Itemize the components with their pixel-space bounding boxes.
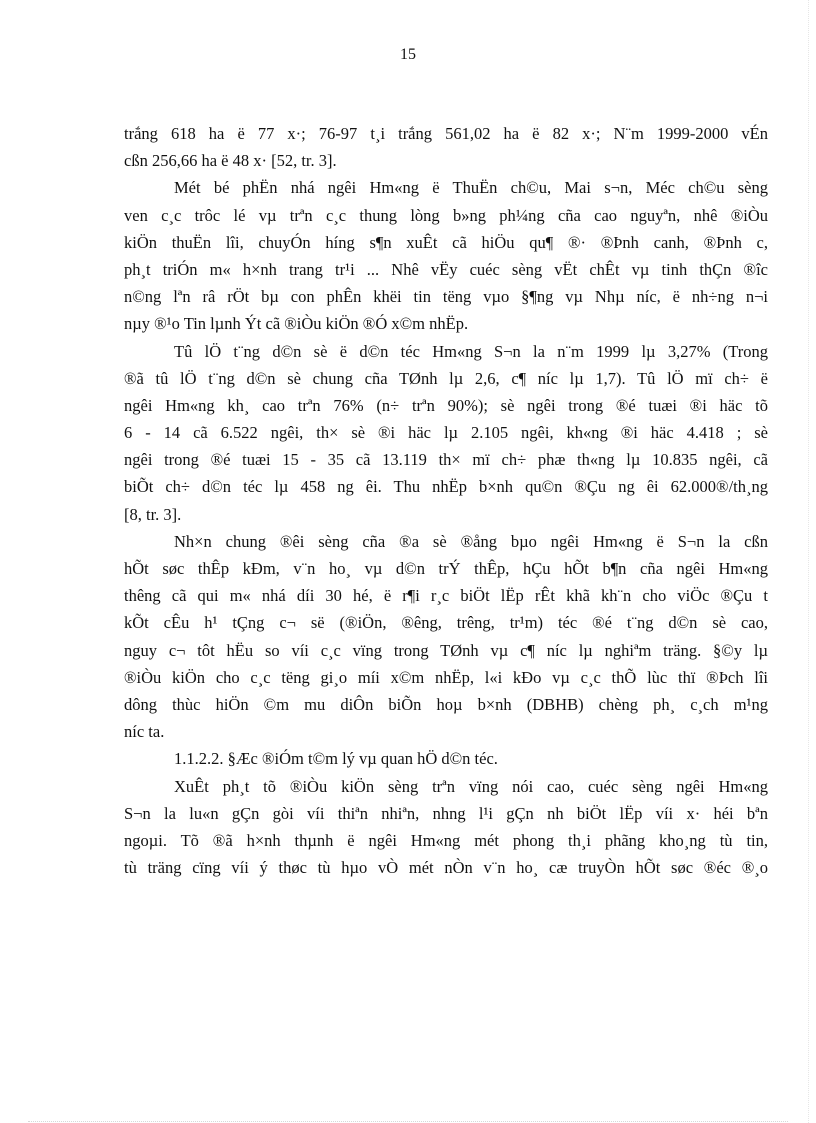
page-edge-rule (808, 0, 809, 1123)
text-line: thêng cã qui m« nhá díi 30 hé, ë r¶i r¸c biÖt lËp rÊt khã kh¨n cho viÖc ®Çu t (124, 586, 768, 606)
text-line: kÕt cÊu h¹ tÇng c¬ së (®iÖn, ®êng, trêng, tr¹m) téc ®é t¨ng d©n sè cao, (124, 613, 768, 633)
paragraph-first-line: XuÊt ph¸t tõ ®iÒu kiÖn sèng trªn vïng nói cao, cuéc sèng ngêi Hm«ng (174, 776, 768, 796)
body-text (124, 120, 768, 881)
text-line: cßn 256,66 ha ë 48 x· [52, tr. 3]. (124, 151, 337, 171)
text-line: kiÖn thuËn lîi, chuyÓn híng s¶n xuÊt cã hiÖu qu¶ ®· ®Þnh canh, ®Þnh c, (124, 232, 768, 252)
text-line: ngêi trong ®é tuæi 15 - 35 cã 13.119 th× mï ch÷ phæ th«ng lµ 10.835 ngêi, cã (124, 450, 768, 470)
text-line: nguy c¬ tôt hËu so víi c¸c vïng trong TØnh vµ c¶ níc lµ nghiªm träng. §©y lµ (124, 640, 768, 660)
text-line: ®iÒu kiÖn cho c¸c tëng gi¸o míi x©m nhËp, l«i kÐo vµ c¸c thÕ lùc thï ®Þch lîi (124, 667, 768, 687)
text-line: dông thùc hiÖn ©m mu diÔn biÕn hoµ b×nh (DBHB) chèng ph¸ c¸ch m¹ng (124, 694, 768, 714)
section-heading: 1.1.2.2. §Æc ®iÓm t©m lý vµ quan hÖ d©n téc. (174, 749, 498, 769)
paragraph-first-line: Tû lÖ t¨ng d©n sè ë d©n téc Hm«ng S¬n la n¨m 1999 lµ 3,27% (Trong (174, 341, 768, 361)
text-line: S¬n la lu«n gÇn gòi víi thiªn nhiªn, nhng l¹i gÇn nh biÖt lËp víi x· héi bªn (124, 803, 768, 823)
text-line: nµy ®¹o Tin lµnh Ýt cã ®iÒu kiÖn ®Ó x©m nhËp. (124, 314, 469, 334)
text-line: trắng 618 ha ë 77 x·; 76-97 t¸i trắng 561,02 ha ë 82 x·; N¨m 1999-2000 vÉn (124, 124, 768, 143)
text-line: tù träng cïng víi ý thøc tù hµo vÒ mét nÒn v¨n ho¸ cæ truyÒn hÕt søc ®éc ®¸o (124, 858, 768, 878)
page-bottom-divider (28, 1121, 788, 1122)
paragraph-first-line: Nh×n chung ®êi sèng cña ®a sè ®ång bµo ngêi Hm«ng ë S¬n la cßn (174, 531, 768, 551)
text-line: ngoµi. Tõ ®ã h×nh thµnh ë ngêi Hm«ng mét phong th¸i phãng kho¸ng tù tin, (124, 830, 768, 850)
text-line: n©ng lªn râ rÖt bµ con phÊn khëi tin tëng vµo §¶ng vµ Nhµ níc, ë nh÷ng n¬i (124, 287, 768, 307)
page-number: 15 (400, 46, 416, 63)
text-line: ph¸t triÓn m« h×nh trang tr¹i ... Nhê vËy cuéc sèng vËt chÊt vµ tinh thÇn ®îc (124, 259, 768, 279)
paragraph-first-line: Mét bé phËn nhá ngêi Hm«ng ë ThuËn ch©u, Mai s¬n, Méc ch©u sèng (174, 178, 768, 198)
text-line: biÕt ch÷ d©n téc lµ 458 ng êi. Thu nhËp b×nh qu©n ®Çu ng êi 62.000®/th¸ng (124, 477, 768, 497)
text-line: 6 - 14 cã 6.522 ngêi, th× sè ®i häc lµ 2.105 ngêi, kh«ng ®i häc 4.418 ; sè (124, 423, 768, 443)
text-line: níc ta. (124, 722, 165, 742)
text-line: ngêi Hm«ng kh¸ cao trªn 76% (n÷ trªn 90%); sè ngêi trong ®é tuæi ®i häc tõ (124, 395, 768, 415)
text-line: ven c¸c trôc lé vµ trªn c¸c thung lòng b»ng ph¼ng cña cao nguyªn, nhê ®iÒu (124, 205, 768, 225)
text-line: hÕt søc thÊp kÐm, v¨n ho¸ vµ d©n trÝ thÊp, hÇu hÕt b¶n cña ngêi Hm«ng (124, 559, 768, 578)
text-line: [8, tr. 3]. (124, 504, 182, 524)
text-line: ®ã tû lÖ t¨ng d©n sè chung cña TØnh lµ 2,6, c¶ níc lµ 1,7). Tû lÖ mï ch÷ ë (124, 368, 768, 388)
